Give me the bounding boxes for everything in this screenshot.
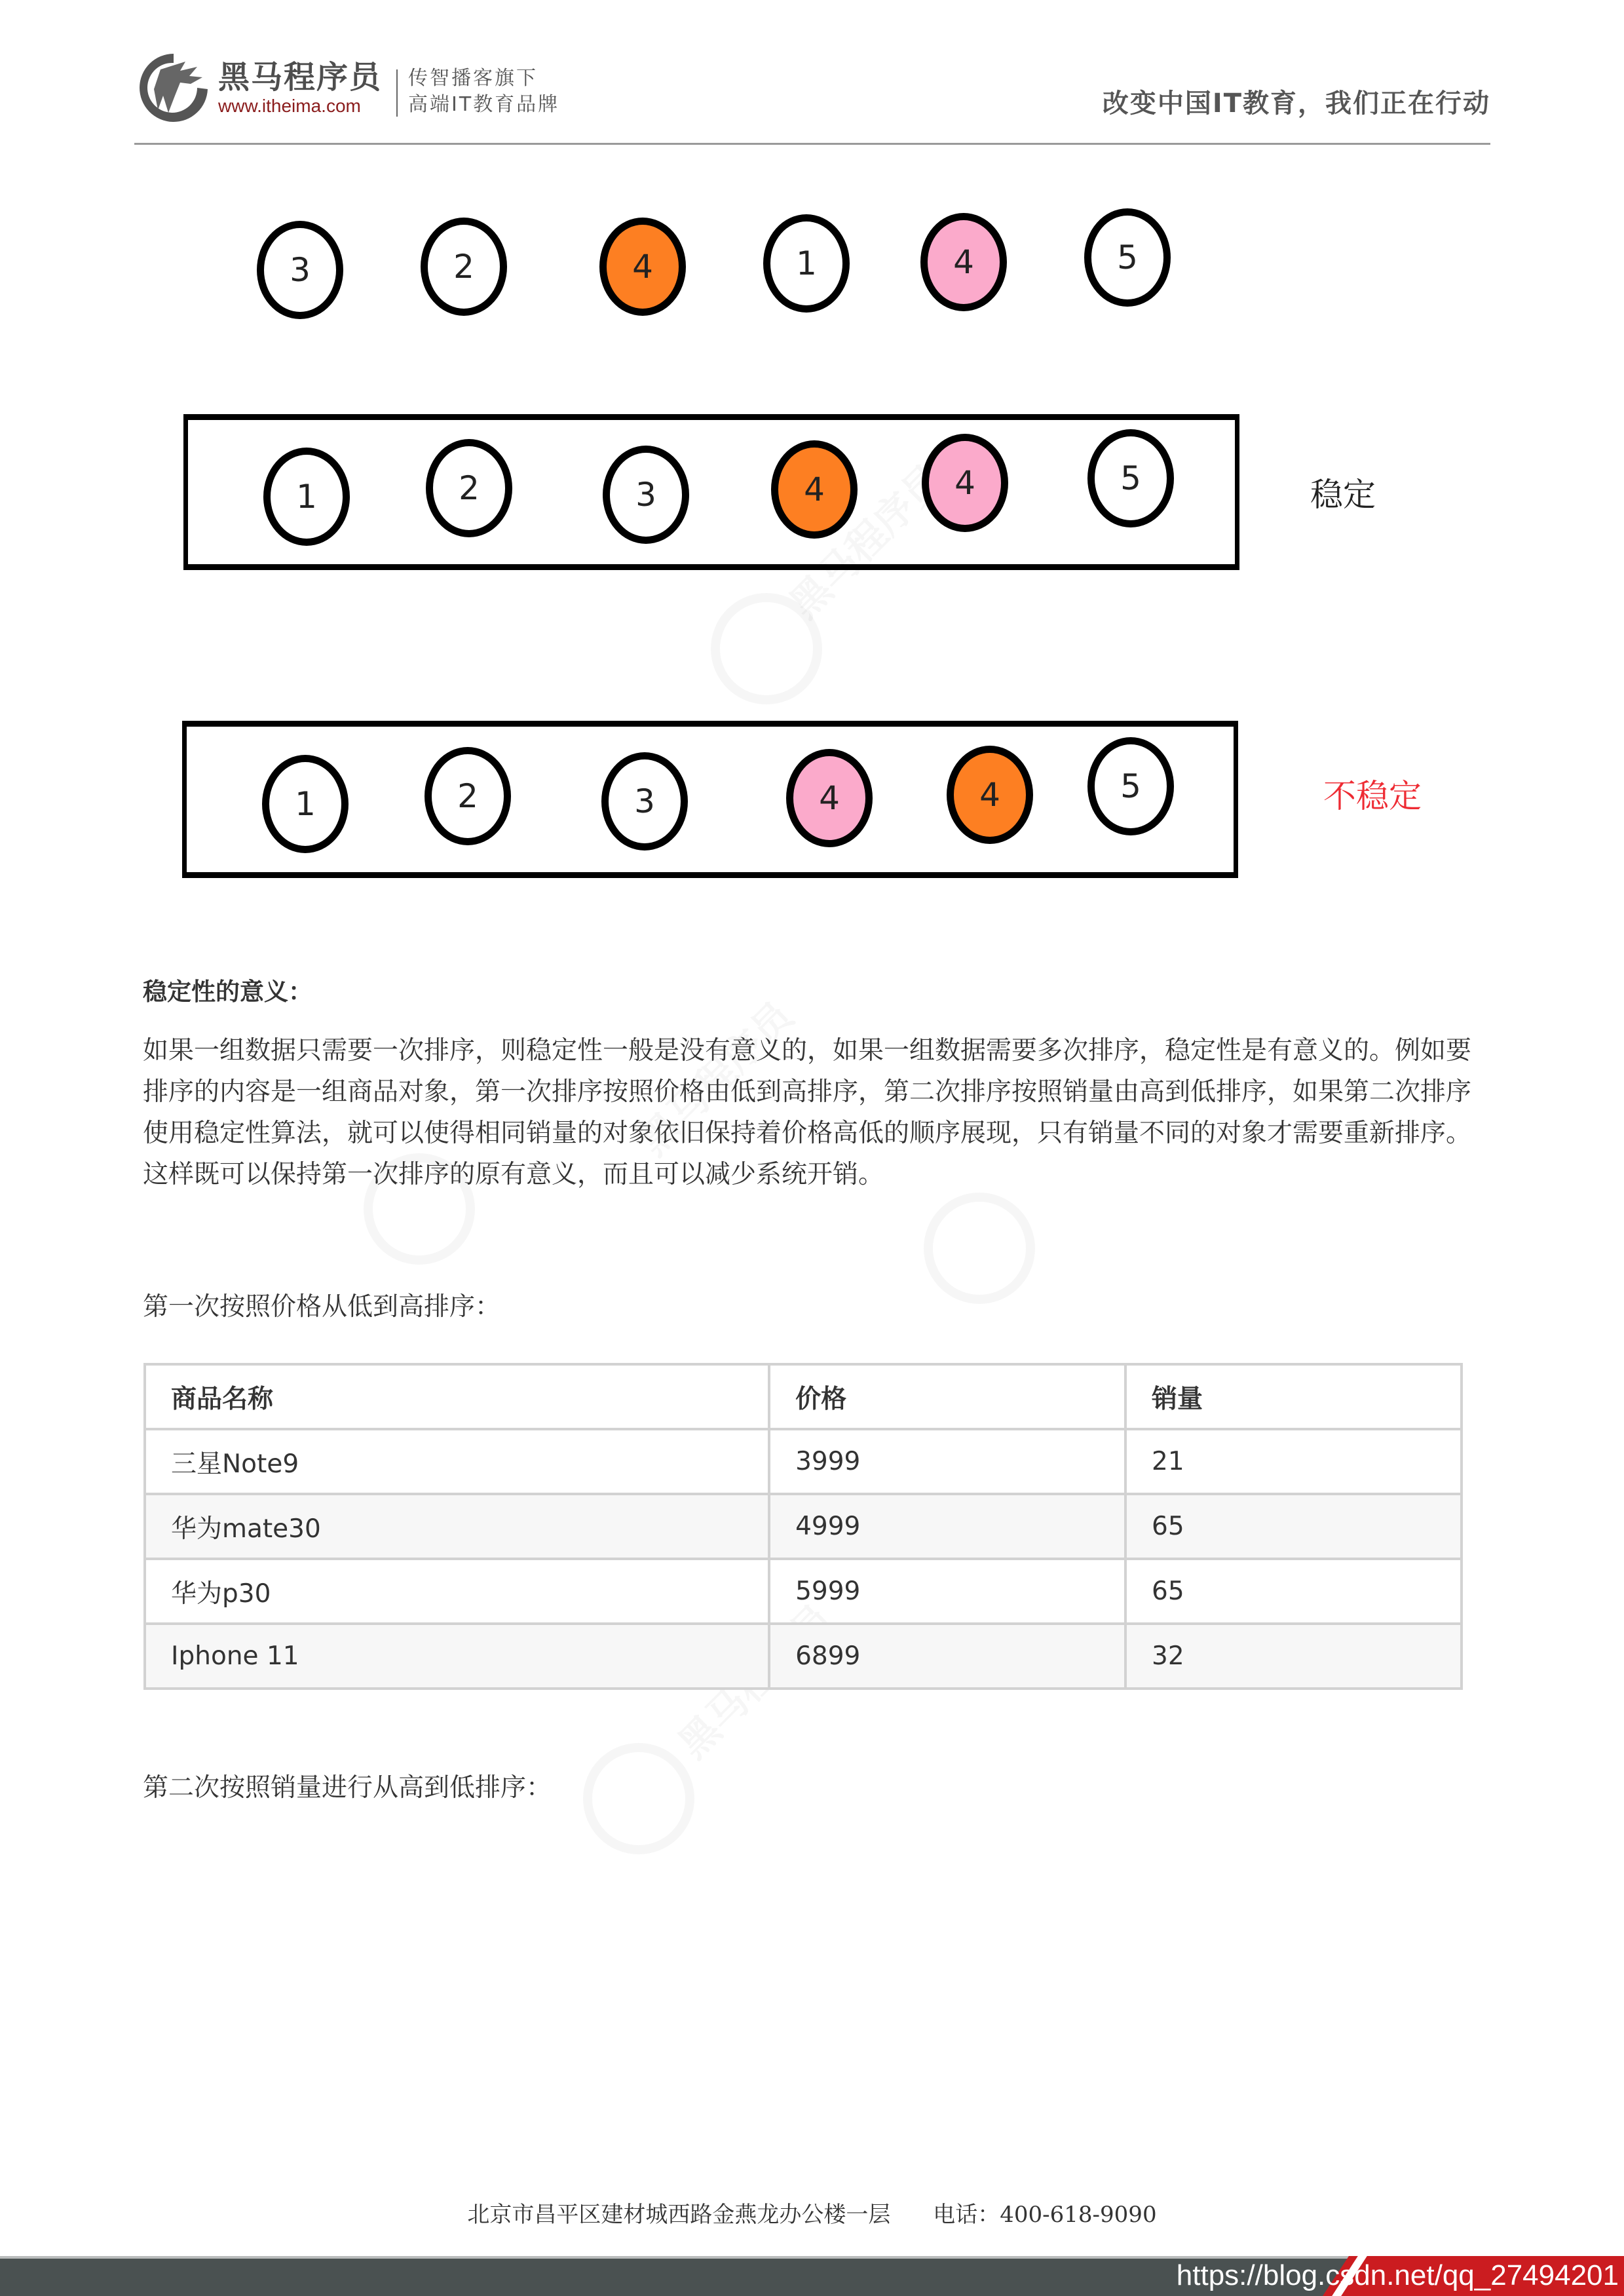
ball-pink: 4 xyxy=(922,434,1008,532)
ball-orange: 4 xyxy=(599,218,686,316)
ball: 3 xyxy=(603,446,689,544)
ball: 2 xyxy=(421,218,507,316)
cell-sales: 65 xyxy=(1125,1559,1462,1624)
brand-slogan xyxy=(408,66,559,118)
products-table xyxy=(143,1363,1463,1690)
ball-pink: 4 xyxy=(786,749,873,847)
table-row xyxy=(145,1559,1462,1624)
table-row xyxy=(145,1429,1462,1494)
cell-price: 5999 xyxy=(769,1559,1125,1624)
cell-product-name: 华为p30 xyxy=(145,1559,769,1624)
ball: 1 xyxy=(763,214,850,313)
footer-phone: 电话：400-618-9090 xyxy=(933,2202,1157,2228)
footer-contact xyxy=(0,2196,1624,2229)
footer-address: 北京市昌平区建材城西路金燕龙办公楼一层 xyxy=(467,2202,891,2228)
ball-orange: 4 xyxy=(771,440,858,539)
table-row xyxy=(145,1624,1462,1689)
section-title: 稳定性的意义： xyxy=(143,978,312,1006)
slogan-line-2: 高端IT教育品牌 xyxy=(408,93,560,116)
table-header-row xyxy=(145,1364,1462,1429)
cell-sales: 21 xyxy=(1125,1429,1462,1494)
ball: 2 xyxy=(425,747,511,845)
cell-price: 4999 xyxy=(769,1494,1125,1559)
cell-product-name: Iphone 11 xyxy=(145,1624,769,1689)
table-row xyxy=(145,1494,1462,1559)
brand-divider xyxy=(396,69,398,117)
header-price: 价格 xyxy=(769,1364,1125,1429)
ball: 5 xyxy=(1087,429,1174,527)
ball-orange: 4 xyxy=(947,746,1033,844)
ball: 1 xyxy=(263,448,350,546)
brand-url: www.itheima.com xyxy=(218,96,361,116)
footer-source-url[interactable]: https://blog.csdn.net/qq_27494201 xyxy=(1176,2259,1619,2291)
brand-block xyxy=(218,59,382,117)
unstable-label: 不稳定 xyxy=(1323,777,1422,815)
ball-pink: 4 xyxy=(920,213,1007,311)
horse-logo-icon xyxy=(134,50,213,123)
brand-name: 黑马程序员 xyxy=(218,59,383,96)
cell-sales: 32 xyxy=(1125,1624,1462,1689)
ball: 5 xyxy=(1084,208,1171,307)
header-sales: 销量 xyxy=(1125,1364,1462,1429)
header-divider xyxy=(134,143,1490,145)
caption-second-sort: 第二次按照销量进行从高到低排序： xyxy=(143,1773,552,1803)
stability-explanation: 如果一组数据只需要一次排序，则稳定性一般是没有意义的，如果一组数据需要多次排序，稳定性是有意义的。例如要排序的内容是一组商品对象，第一次排序按照价格由低到高排序，第二次排序按照销量由高到低排序，如果第二次排序使用稳定性算法，就可以使得相同销量的对象依旧保持着价格高低的顺序展现，只有销量不同的对象才需要重新排序。这样既可以保持第一次排序的原有意义，而且可以减少系统开销。 xyxy=(143,1036,1472,1189)
ball: 2 xyxy=(426,439,512,537)
slogan-line-1: 传智播客旗下 xyxy=(408,67,538,90)
cell-product-name: 华为mate30 xyxy=(145,1494,769,1559)
stable-label: 稳定 xyxy=(1310,476,1376,514)
ball: 1 xyxy=(262,755,349,853)
cell-price: 6899 xyxy=(769,1624,1125,1689)
watermark-logo xyxy=(583,1743,694,1854)
caption-first-sort: 第一次按照价格从低到高排序： xyxy=(143,1292,501,1322)
cell-sales: 65 xyxy=(1125,1494,1462,1559)
ball: 3 xyxy=(601,752,688,851)
header-tagline: 改变中国IT教育，我们正在行动 xyxy=(1102,88,1490,119)
watermark-logo xyxy=(924,1193,1035,1304)
cell-product-name: 三星Note9 xyxy=(145,1429,769,1494)
header-product-name: 商品名称 xyxy=(145,1364,769,1429)
page-header xyxy=(134,50,1490,145)
ball: 3 xyxy=(257,221,343,319)
cell-price: 3999 xyxy=(769,1429,1125,1494)
ball: 5 xyxy=(1087,737,1174,835)
